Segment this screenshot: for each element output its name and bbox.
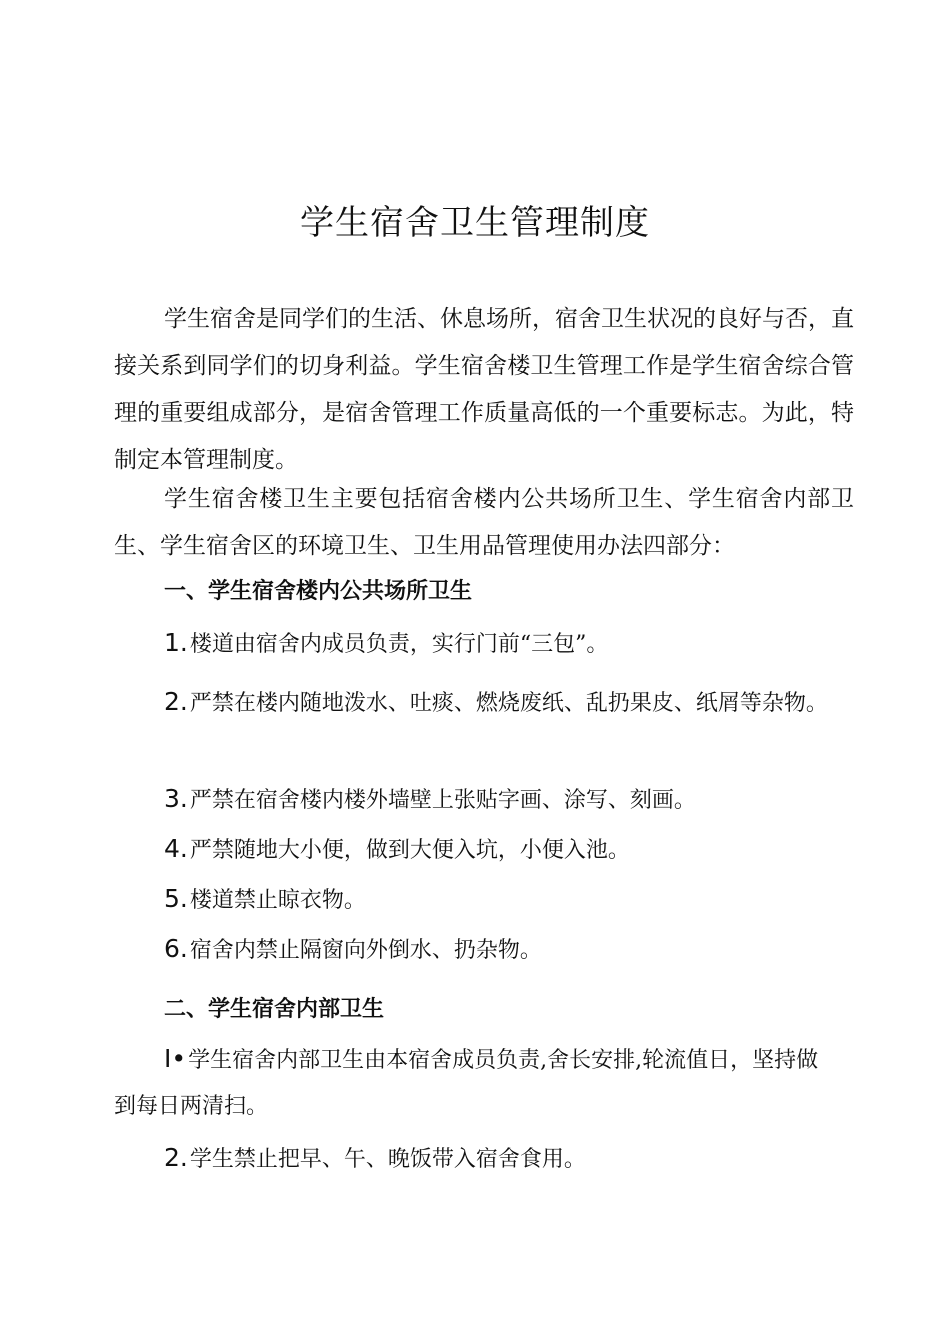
list-item (114, 776, 834, 824)
item-text: 学生禁止把早、午、晚饭带入宿舍食用。 (189, 1147, 586, 1172)
item-text: 严禁在宿舍楼内楼外墙壁上张贴字画、涂写、刻画。 (189, 788, 696, 813)
list-item (114, 926, 834, 974)
item-text: 楼道由宿舍内成员负责，实行门前“三包”。 (189, 632, 609, 657)
item-number: 2. (164, 687, 188, 716)
item-text: 宿舍内禁止隔窗向外倒水、扔杂物。 (189, 938, 542, 963)
item-number: I• (164, 1044, 187, 1073)
list-item (114, 620, 834, 668)
list-item (114, 826, 834, 874)
item-number: 4. (164, 834, 188, 863)
list-item (114, 876, 834, 924)
item-number: 3. (164, 784, 188, 813)
item-number: 6. (164, 934, 188, 963)
section-heading: 二、学生宿舍内部卫生 (164, 997, 385, 1022)
intro-paragraph: 学生宿舍楼卫生主要包括宿舍楼内公共场所卫生、学生宿舍内部卫生、学生宿舍区的环境卫生、卫生用品管理使用办法四部分： (114, 486, 854, 559)
item-number: 1. (164, 628, 188, 657)
section-heading: 一、学生宿舍楼内公共场所卫生 (164, 579, 473, 604)
list-item (114, 1036, 834, 1130)
item-text: 严禁在楼内随地泼水、吐痰、燃烧废纸、乱扔果皮、纸屑等杂物。 (189, 691, 828, 716)
item-text: 楼道禁止晾衣物。 (189, 888, 366, 913)
document-title: 学生宿舍卫生管理制度 (300, 203, 650, 243)
item-number: 5. (164, 884, 188, 913)
item-text: 学生宿舍内部卫生由本宿舍成员负责,舍长安排,轮流值日，坚持做到每日两清扫。 (114, 1048, 819, 1119)
item-number: 2. (164, 1143, 188, 1172)
item-text: 严禁随地大小便，做到大便入坑，小便入池。 (189, 838, 630, 863)
intro-paragraph: 学生宿舍是同学们的生活、休息场所，宿舍卫生状况的良好与否，直接关系到同学们的切身利益。学生宿舍楼卫生管理工作是学生宿舍综合管理的重要组成部分，是宿舍管理工作质量高低的一个重要标志。为此，特制定本管理制度。 (114, 306, 854, 473)
list-item (114, 1135, 834, 1183)
list-item (114, 679, 834, 727)
